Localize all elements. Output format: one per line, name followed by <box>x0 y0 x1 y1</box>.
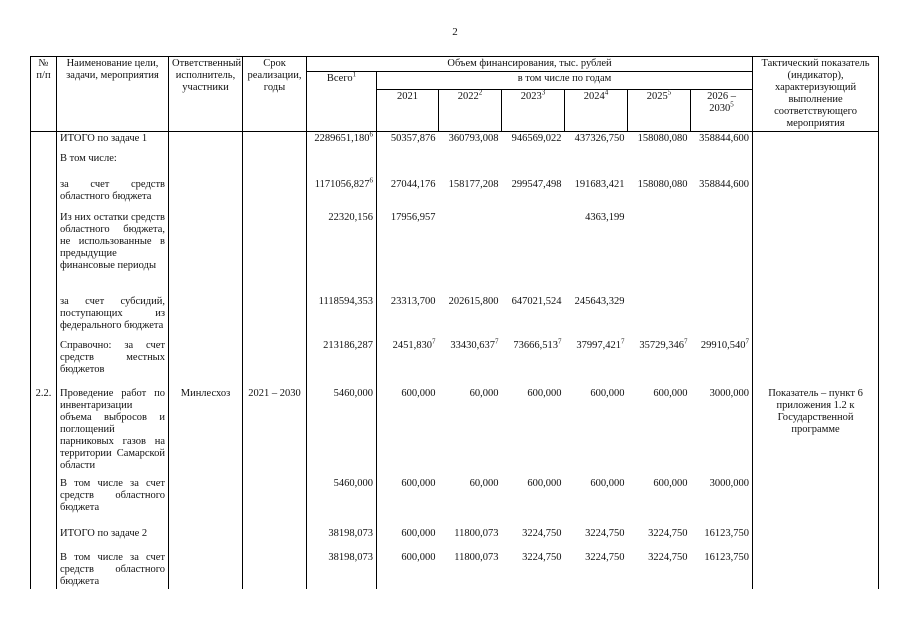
table-row <box>31 211 879 295</box>
row-responsible <box>169 211 243 295</box>
row-term: 2021 – 2030 <box>243 387 307 477</box>
row-year-value: 158177,208 <box>448 178 499 190</box>
row-year-value: 11800,073 <box>454 551 499 563</box>
row-year-value: 600,000 <box>401 551 436 563</box>
row-year-value: 33430,637$^7$ <box>450 337 499 351</box>
row-number <box>31 339 57 387</box>
table-row <box>31 527 879 551</box>
row-year-value: 600,000 <box>401 527 436 539</box>
header-no: № п/п <box>31 57 57 132</box>
row-indicator <box>753 527 879 551</box>
row-year-value: 360793,008 <box>439 132 502 152</box>
row-year-value: 3224,750 <box>522 527 562 539</box>
row-year-value: 600,000 <box>590 387 625 399</box>
table-row <box>31 551 879 589</box>
row-year-value: 60,000 <box>469 387 499 399</box>
row-year-value <box>502 152 565 178</box>
header-by-years: в том числе по годам <box>377 72 753 90</box>
row-year-value: 37997,421$^7$ <box>576 337 625 351</box>
row-year-value <box>628 295 691 339</box>
row-total <box>307 152 377 178</box>
table-row <box>31 339 879 387</box>
row-term <box>243 295 307 339</box>
row-year-value <box>691 152 753 178</box>
row-term <box>243 551 307 589</box>
row-year-value <box>628 211 691 295</box>
table-body <box>31 132 879 589</box>
row-year-value: 600,000 <box>527 387 562 399</box>
row-indicator <box>753 339 879 387</box>
header-term: Срок реализации, годы <box>243 57 307 132</box>
row-number <box>31 527 57 551</box>
row-name: ИТОГО по задаче 2 <box>57 527 169 551</box>
row-year-value: 600,000 <box>401 387 436 399</box>
row-year-value <box>439 211 502 295</box>
row-year-value: 191683,421 <box>574 178 625 190</box>
row-year-value: 600,000 <box>527 477 562 489</box>
row-total: 38198,073 <box>307 551 377 589</box>
row-year-value: 3224,750 <box>585 551 625 563</box>
row-indicator <box>753 211 879 295</box>
row-number <box>31 211 57 295</box>
row-indicator: Показатель – пункт 6 приложения 1.2 к Государственной программе <box>753 387 879 477</box>
row-term <box>243 527 307 551</box>
row-year-value: 358844,600 <box>699 178 750 190</box>
row-year-value: 299547,498 <box>511 178 562 190</box>
row-total: 5460,000 <box>307 477 377 527</box>
financing-table <box>30 56 879 589</box>
row-year-value: 600,000 <box>653 477 688 489</box>
row-responsible <box>169 551 243 589</box>
row-term <box>243 178 307 211</box>
row-responsible <box>169 477 243 527</box>
row-number <box>31 152 57 178</box>
table-row <box>31 477 879 527</box>
row-year-value <box>691 211 753 295</box>
row-total: 1171056,827$^6$ <box>307 178 377 211</box>
row-term <box>243 211 307 295</box>
row-name: В том числе за счет средств областного бюджета <box>57 477 169 527</box>
header-year: 2025$^5$ <box>628 90 691 132</box>
row-year-value: 245643,329 <box>574 295 625 307</box>
row-responsible <box>169 152 243 178</box>
page-number: 2 <box>452 26 458 38</box>
header-year: 2021 <box>377 90 439 132</box>
header-name: Наименование цели, задачи, мероприятия <box>57 57 169 132</box>
row-name: за счет субсидий, поступающих из федерального бюджета <box>57 295 169 339</box>
row-term <box>243 339 307 387</box>
header-year: 2024$^4$ <box>565 90 628 132</box>
row-year-value: 11800,073 <box>454 527 499 539</box>
row-year-value: 60,000 <box>469 477 499 489</box>
row-responsible <box>169 132 243 152</box>
row-year-value: 50357,876 <box>377 132 439 152</box>
row-name: Проведение работ по инвентаризации объема выбросов и поглощений парниковых газов на территории Самарской области <box>57 387 169 477</box>
row-name: В том числе за счет средств областного бюджета <box>57 551 169 589</box>
header-responsible: Ответственный исполнитель, участники <box>169 57 243 132</box>
row-total: 22320,156 <box>307 211 377 295</box>
row-name: В том числе: <box>57 152 169 178</box>
row-year-value <box>502 211 565 295</box>
header-year: 2023$^3$ <box>502 90 565 132</box>
row-number <box>31 551 57 589</box>
row-year-value: 437326,750 <box>565 132 628 152</box>
row-year-value: 3224,750 <box>648 527 688 539</box>
row-year-value <box>628 152 691 178</box>
row-year-value: 2451,830$^7$ <box>392 337 436 351</box>
row-indicator <box>753 132 879 152</box>
header-indicator: Тактический показатель (индикатор), характеризующий выполнение соответствующего мероприятия <box>753 57 879 132</box>
row-term <box>243 152 307 178</box>
table-row <box>31 295 879 339</box>
row-number <box>31 132 57 152</box>
row-responsible <box>169 295 243 339</box>
table-row <box>31 387 879 477</box>
row-indicator <box>753 295 879 339</box>
row-year-value <box>439 152 502 178</box>
row-year-value <box>565 152 628 178</box>
row-indicator <box>753 152 879 178</box>
row-year-value: 3224,750 <box>585 527 625 539</box>
row-year-value <box>377 152 439 178</box>
row-name: ИТОГО по задаче 1 <box>57 132 169 152</box>
row-total: 38198,073 <box>307 527 377 551</box>
row-year-value: 946569,022 <box>502 132 565 152</box>
row-year-value: 16123,750 <box>704 551 750 563</box>
row-year-value: 27044,176 <box>390 178 436 190</box>
row-year-value: 358844,600 <box>691 132 753 152</box>
row-term <box>243 132 307 152</box>
row-year-value: 35729,346$^7$ <box>639 337 688 351</box>
row-year-value: 17956,957 <box>390 211 436 223</box>
table-row <box>31 178 879 211</box>
row-responsible <box>169 339 243 387</box>
row-year-value: 647021,524 <box>511 295 562 307</box>
row-year-value: 158080,080 <box>637 178 688 190</box>
row-responsible: Минлесхоз <box>169 387 243 477</box>
header-year: 2026 – 2030$^5$ <box>691 90 753 132</box>
table-row <box>31 132 879 152</box>
row-responsible <box>169 527 243 551</box>
row-name: Из них остатки средств областного бюджета, не использованные в предыдущие финансовые периоды <box>57 211 169 295</box>
row-indicator <box>753 178 879 211</box>
row-year-value: 600,000 <box>590 477 625 489</box>
row-name: за счет средств областного бюджета <box>57 178 169 211</box>
row-year-value <box>691 295 753 339</box>
table-header <box>31 57 879 132</box>
header-financing: Объем финансирования, тыс. рублей <box>307 57 753 72</box>
row-year-value: 600,000 <box>401 477 436 489</box>
row-total: 213186,287 <box>307 339 377 387</box>
row-year-value: 600,000 <box>653 387 688 399</box>
row-number <box>31 178 57 211</box>
header-year: 2022$^2$ <box>439 90 502 132</box>
row-year-value: 29910,540$^7$ <box>700 337 750 351</box>
row-year-value: 23313,700 <box>390 295 436 307</box>
row-indicator <box>753 551 879 589</box>
row-year-value: 158080,080 <box>628 132 691 152</box>
row-total: 1118594,353 <box>307 295 377 339</box>
header-total: Всего$^1$ <box>307 72 377 132</box>
row-year-value: 73666,513$^7$ <box>513 337 562 351</box>
row-number <box>31 295 57 339</box>
row-year-value: 202615,800 <box>448 295 499 307</box>
row-indicator <box>753 477 879 527</box>
row-year-value: 3000,000 <box>709 477 750 489</box>
row-number: 2.2. <box>31 387 57 477</box>
row-year-value: 3224,750 <box>648 551 688 563</box>
row-name: Справочно: за счет средств местных бюджетов <box>57 339 169 387</box>
row-year-value: 16123,750 <box>704 527 750 539</box>
row-responsible <box>169 178 243 211</box>
row-year-value: 3224,750 <box>522 551 562 563</box>
row-year-value: 4363,199 <box>585 211 625 223</box>
table-row <box>31 152 879 178</box>
row-total: 5460,000 <box>307 387 377 477</box>
row-year-value: 3000,000 <box>709 387 750 399</box>
row-number <box>31 477 57 527</box>
row-total: 2289651,180$^6$ <box>307 132 377 152</box>
row-term <box>243 477 307 527</box>
